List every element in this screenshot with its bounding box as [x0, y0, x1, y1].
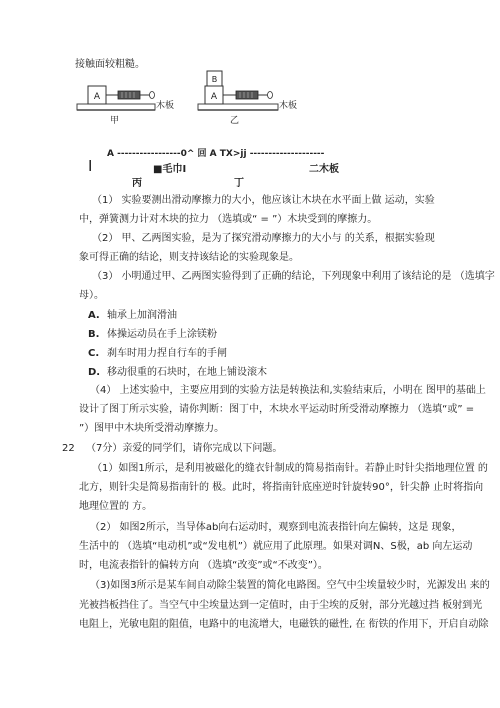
board-yi	[198, 104, 278, 110]
option-d-label: D.	[88, 367, 101, 378]
q22-p1-line-1: （1）如图1所示，是利用被磁化的缝衣针制成的简易指南针。若静止时针尖指地理位置 的	[92, 463, 488, 474]
q1-line-1: （1） 实验要测出滑动摩擦力的大小，他应该让木块在水平面上做 运动，实验	[92, 195, 435, 206]
q22-p3-line-2: 光被挡板挡住了。当空气中尘埃量达到一定值时，由于尘埃的反射，部分光越过挡 板射到光	[79, 600, 483, 611]
option-b-label: B.	[88, 329, 100, 340]
q3-line-2: 母）。	[79, 290, 104, 301]
q22-header: （7分）亲爱的同学们，请你完成以下问题。	[86, 443, 283, 454]
q22-p2-line-3: 时，电流表指针的偏转方向 （选填“改变”或“不改变”）。	[79, 560, 328, 571]
q4-line-1: （4） 上述实验中，主要应用到的实验方法是转换法和,实验结束后，小明在 图甲的基础上	[90, 385, 486, 396]
q22-p3-line-3: 电阻上，光敏电阻的阻值，电路中的电流增大，电磁铁的磁性, 在 衔铁的作用下，开启自动除	[79, 619, 489, 630]
block-b-label: B	[211, 75, 218, 84]
q1-line-2: 中，弹簧测力计对木块的拉力 （选填或“ = ”）木块受到的摩擦力。	[79, 214, 378, 225]
caption-ding: 丁	[234, 178, 244, 189]
spring-scale-jia	[118, 91, 140, 99]
q22-p1-line-2: 北方，则针尖是简易指南针的 极。此时，将指南针底座逆时针旋转90°，针尖静 止时将指向	[79, 482, 484, 493]
q3-line-1: （3） 小明通过甲、乙两图实验得到了正确的结论，下列现象中利用了该结论的是 （选填字	[92, 271, 495, 282]
q4-line-2: 设计了图丁所示实验，请你判断：图丁中，木块水平运动时所受滑动摩擦力 （选填“或” =	[79, 404, 475, 415]
board-label-jia: 木板	[156, 101, 175, 111]
garbled-glyph-left: I	[88, 157, 93, 175]
caption-jia: 甲	[110, 116, 120, 126]
caption-bing: 丙	[132, 178, 142, 189]
q22-p2-line-1: （2） 如图2所示，当导体ab向右运动时，观察到电流表指针向左偏转，这是 现象，	[90, 522, 462, 533]
option-a-text: 轴承上加润滑油	[107, 310, 177, 321]
board-label-yi: 木板	[279, 101, 298, 111]
garbled-middle: ■毛巾I	[153, 164, 187, 175]
option-a-label: A.	[88, 310, 100, 321]
friction-figure	[70, 68, 330, 126]
block-a-label-yi: A	[210, 92, 218, 102]
q2-line-2: 象可得正确的结论，则支持该结论的实验现象是。	[79, 252, 299, 263]
option-d-text: 移动很重的石块时，在地上铺设滚木	[107, 367, 267, 378]
option-c-label: C.	[88, 348, 100, 359]
block-a-label: A	[93, 92, 101, 102]
q22-p3-line-1: （3)如图3所示是某车间自动除尘装置的简化电路图。空气中尘埃量较少时，光源发出 来的	[90, 580, 490, 591]
garbled-right: 二木板	[309, 164, 339, 175]
intro-text: 接触面较粗糙。	[75, 59, 145, 70]
caption-yi: 乙	[230, 116, 240, 126]
spring-scale-yi	[236, 91, 258, 99]
q22-p2-line-2: 生活中的 （选填“电动机”或“发电机”）就应用了此原理。如果对调N、S极，ab 向左运动	[79, 541, 473, 552]
garbled-line-1: A -----------------0^ 回 A TX>jj --------------------	[107, 149, 325, 159]
q4-line-3: ”）图甲中木块所受滑动摩擦力。	[79, 423, 225, 434]
q22-number: 22	[62, 443, 75, 454]
q22-p1-line-3: 地理位置的 方。	[79, 501, 153, 512]
board-jia	[77, 104, 155, 110]
q2-line-1: （2） 甲、乙两图实验，是为了探究滑动摩擦力的大小与 的关系，根据实验现	[92, 233, 435, 244]
option-b-text: 体操运动员在手上涂镁粉	[107, 329, 217, 340]
option-c-text: 刹车时用力捏自行车的手闸	[107, 348, 227, 359]
